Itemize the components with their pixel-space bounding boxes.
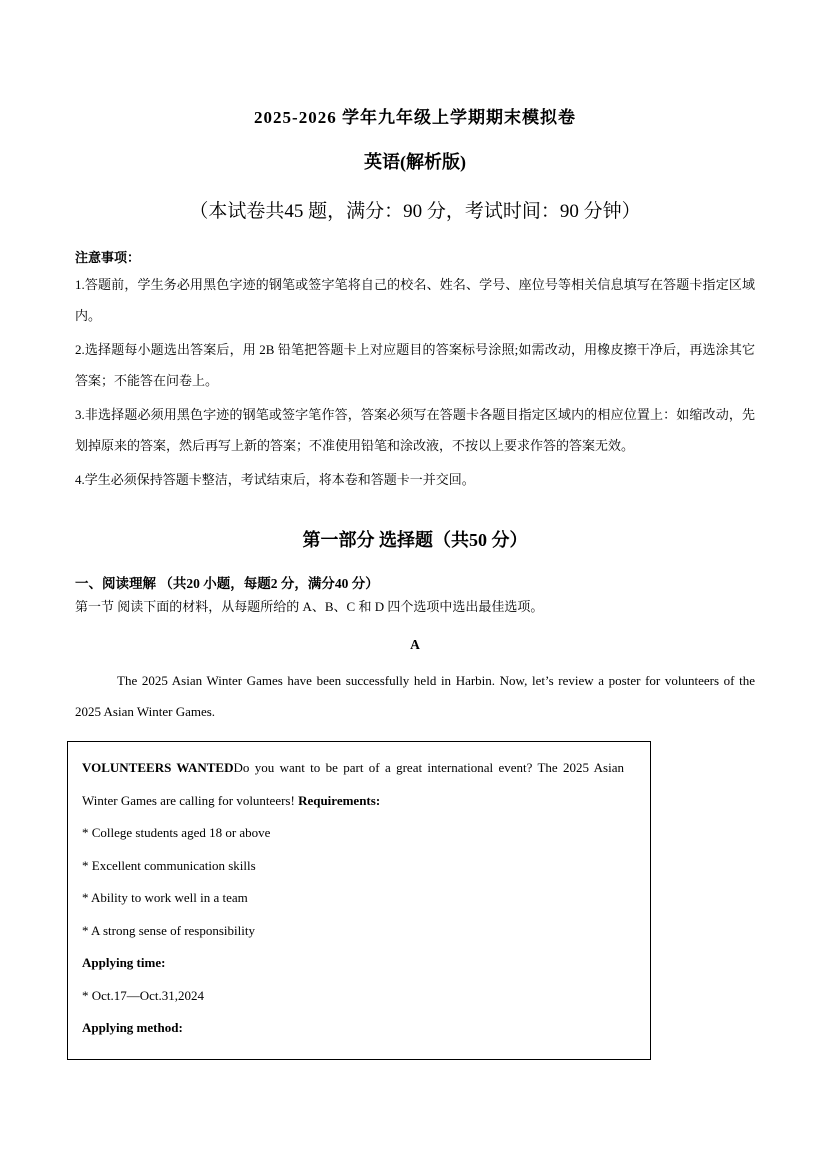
poster-applying-time-value: * Oct.17—Oct.31,2024 bbox=[82, 987, 205, 1003]
passage-intro-paragraph: The 2025 Asian Winter Games have been successfully held in Harbin. Now, let’s review a poster for volunteers of the 2025 Asian Winter Games. bbox=[75, 672, 755, 720]
poster-lead-text: Do you want to be part of a great international event? The 2025 Asian Winter Games are calling for volunteers! bbox=[82, 760, 624, 808]
notices-label: 注意事项： bbox=[75, 250, 141, 265]
exam-title: 2025-2026 学年九年级上学期期末模拟卷 bbox=[254, 108, 576, 127]
section-one-title: 第一部分 选择题（共50 分） bbox=[302, 529, 528, 550]
reading-comprehension-heading: 一、阅读理解 （共20 小题，每题2 分，满分40 分） bbox=[75, 575, 379, 591]
reading-section-instructions: 第一节 阅读下面的材料，从每题所给的 A、B、C 和 D 四个选项中选出最佳选项。 bbox=[75, 598, 544, 614]
notice-item-1: 1.答题前，学生务必用黑色字迹的钢笔或签字笔将自己的校名、姓名、学号、座位号等相关信息填写在答题卡指定区域内。 bbox=[75, 277, 755, 323]
poster-lead-paragraph bbox=[82, 752, 624, 817]
poster-requirements-label: Requirements: bbox=[298, 792, 381, 808]
exam-subtitle: 英语(解析版) bbox=[364, 152, 466, 172]
poster-requirement-4: * A strong sense of responsibility bbox=[82, 922, 255, 938]
poster-requirement-3: * Ability to work well in a team bbox=[82, 890, 248, 906]
poster-requirement-2: * Excellent communication skills bbox=[82, 857, 256, 873]
poster-applying-time-label: Applying time: bbox=[82, 955, 166, 971]
notice-item-4: 4.学生必须保持答题卡整洁，考试结束后，将本卷和答题卡一并交回。 bbox=[75, 472, 475, 488]
notice-item-3: 3.非选择题必须用黑色字迹的钢笔或签字笔作答，答案必须写在答题卡各题目指定区域内的相应位置上：如缩改动，先划掉原来的答案，然后再写上新的答案；不准使用铅笔和涂改液，不按以上要求作答的答案无效。 bbox=[75, 407, 755, 453]
volunteer-poster-box bbox=[67, 741, 651, 1060]
poster-applying-method-label: Applying method: bbox=[82, 1020, 183, 1036]
exam-info-line: （本试卷共45 题，满分：90 分，考试时间：90 分钟） bbox=[189, 201, 641, 222]
poster-lead-bold: VOLUNTEERS WANTED bbox=[82, 760, 234, 776]
poster-requirement-1: * College students aged 18 or above bbox=[82, 825, 271, 841]
notice-item-2: 2.选择题每小题选出答案后，用 2B 铅笔把答题卡上对应题目的答案标号涂照;如需改动，用橡皮擦干净后，再选涂其它答案；不能答在问卷上。 bbox=[75, 342, 755, 388]
passage-label-a: A bbox=[410, 636, 420, 652]
